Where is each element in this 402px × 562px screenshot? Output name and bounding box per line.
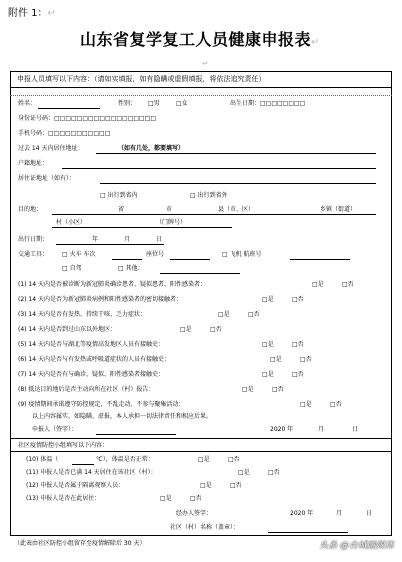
handler-day: 日 xyxy=(366,510,373,517)
train-number-field[interactable] xyxy=(112,259,142,260)
promise-statement: 以上内容属实，如隐瞒、虚报，本人承担一切法律责任和相应后果。 xyxy=(32,413,213,420)
applicant-sign-label: 申报人（签字）： xyxy=(32,426,78,433)
temperature-field[interactable] xyxy=(72,464,94,465)
city-unit: 市 xyxy=(166,206,173,213)
village-field[interactable] xyxy=(52,227,232,228)
destination-field[interactable] xyxy=(52,214,376,215)
watermark: 头条 @台城融媒体 xyxy=(319,541,394,551)
section2-header: 社区疫情防控小组填写以下内容： xyxy=(18,442,109,449)
village-unit: 村（小区） xyxy=(56,219,87,226)
question-3: (3) 14 天内是否有发热、持续干咳、乏力症状： xyxy=(18,311,146,318)
household-address-label: 户籍地址： xyxy=(18,160,49,167)
q8-no-checkbox[interactable]: □否 xyxy=(272,386,284,393)
handler-year: 2020 年 xyxy=(290,510,314,517)
gender-female-checkbox[interactable]: □女 xyxy=(176,100,188,107)
gender-label: 性别： xyxy=(118,100,137,107)
destination-label: 目的地： xyxy=(18,206,43,213)
q2-no-checkbox[interactable]: □否 xyxy=(292,296,304,303)
handler-month: 月 xyxy=(336,510,343,517)
county-unit: 县（市、区） xyxy=(218,206,255,213)
community-stamp-label: 社区（村）名称（盖章）： xyxy=(170,524,240,531)
q11-yes-checkbox[interactable]: □是 xyxy=(238,469,250,476)
day-unit: 日 xyxy=(156,236,163,243)
transport-label: 交通工具： xyxy=(18,251,49,258)
attachment-label: 附件 1：↵ xyxy=(8,8,56,19)
self-drive-checkbox[interactable]: □ 自驾 xyxy=(62,265,82,272)
gender-male-checkbox[interactable]: □男 xyxy=(148,100,160,107)
residence-permit-label: 居住证地址（如有）： xyxy=(18,175,76,182)
other-transport-field[interactable] xyxy=(160,273,240,274)
q6-yes-checkbox[interactable]: □是 xyxy=(270,356,282,363)
q9-no-checkbox[interactable]: □否 xyxy=(330,401,342,408)
other-checkbox[interactable]: □ 其他： xyxy=(118,265,144,272)
q9-yes-checkbox[interactable]: □是 xyxy=(300,401,312,408)
q3-yes-checkbox[interactable]: □是 xyxy=(218,311,230,318)
question-10-tail: ℃），体温是否正常： xyxy=(96,456,154,463)
question-8: (8) 抵达目的地后是否主动向所在社区（村）报告： xyxy=(18,386,155,393)
question-7: (7) 14 天内是否有与确诊、疑似、阳性感染者接触史： xyxy=(18,371,164,378)
township-unit: 乡镇（街道） xyxy=(320,206,357,213)
paragraph-mark: ↵ xyxy=(311,37,320,48)
in-province-checkbox[interactable]: □ 出行到省内 xyxy=(100,192,138,199)
q6-no-checkbox[interactable]: □否 xyxy=(300,356,312,363)
plane-checkbox[interactable]: □ 飞机 航班号 xyxy=(222,251,262,258)
seat-label: 座位号 xyxy=(146,251,165,258)
q3-no-checkbox[interactable]: □否 xyxy=(248,311,260,318)
q1-yes-checkbox[interactable]: □是 xyxy=(312,281,324,288)
q11-no-checkbox[interactable]: □否 xyxy=(268,469,280,476)
house-number-unit: （门牌号） xyxy=(156,219,187,226)
divider xyxy=(10,87,392,88)
name-label: 姓名： xyxy=(18,100,37,107)
travel-date-label: 出行日期： xyxy=(18,236,49,243)
question-4: (4) 14 天内是否到过山东以外地区： xyxy=(18,326,116,333)
applicant-year: 2020 年 xyxy=(270,426,294,433)
question-13: (13) 申报人是否在此居住： xyxy=(26,495,101,502)
handler-sign-label: 经办人签字： xyxy=(176,510,213,517)
question-11: (11) 申报人是否已满 14 天居住在该社区（村）： xyxy=(26,469,157,476)
q8-yes-checkbox[interactable]: □是 xyxy=(242,386,254,393)
household-address-field[interactable] xyxy=(62,168,376,169)
question-5: (5) 14 天内是否与湖北等疫情高发地区人员有接触史： xyxy=(18,341,164,348)
q12-yes-checkbox[interactable]: □是 xyxy=(200,482,212,489)
flight-field[interactable] xyxy=(290,259,350,260)
q7-no-checkbox[interactable]: □否 xyxy=(292,371,304,378)
paragraph-mark: ↵ xyxy=(47,8,56,19)
applicant-day: 日 xyxy=(352,426,359,433)
out-province-checkbox[interactable]: □ 出行到省外 xyxy=(190,192,228,199)
q7-yes-checkbox[interactable]: □是 xyxy=(262,371,274,378)
divider xyxy=(10,451,392,452)
q5-no-checkbox[interactable]: □否 xyxy=(292,341,304,348)
divider xyxy=(10,438,392,439)
applicant-sign-field[interactable] xyxy=(96,434,176,435)
q13-yes-checkbox[interactable]: □是 xyxy=(160,495,172,502)
birth-date-field[interactable]: 出生日期：□□□□□□□□ xyxy=(230,100,306,107)
q13-no-checkbox[interactable]: □否 xyxy=(190,495,202,502)
month-unit: 月 xyxy=(124,236,131,243)
page-title: 山东省复学复工人员健康申报表↵ xyxy=(80,30,320,49)
residence-permit-field[interactable] xyxy=(100,183,376,184)
q4-no-checkbox[interactable]: □否 xyxy=(210,326,222,333)
seat-field[interactable] xyxy=(170,259,210,260)
question-1: (1) 14 天内是否被诊断为新冠肺炎确诊患者、疑似患者、阳性感染者： xyxy=(18,281,206,288)
id-card-field[interactable]: 身份证号码：□□□□□□□□□□□□□□□□□□ xyxy=(18,115,157,122)
recent-address-field[interactable] xyxy=(96,153,376,154)
applicant-month: 月 xyxy=(318,426,325,433)
paragraph-mark: ↵ xyxy=(202,59,209,68)
divider xyxy=(10,95,392,96)
question-6: (6) 14 天内是否与有发热或呼吸道症状的人员有接触史： xyxy=(18,356,170,363)
recent-address-label: 过去 14 天内居住地址： xyxy=(18,145,84,152)
q2-yes-checkbox[interactable]: □是 xyxy=(262,296,274,303)
q1-no-checkbox[interactable]: □否 xyxy=(342,281,354,288)
section1-header: 申报人员填写以下内容：（请如实填报，如有隐瞒或虚假填报，将依法追究责任） xyxy=(17,75,266,83)
year-unit: 年 xyxy=(92,236,99,243)
phone-field[interactable]: 手机号码：□□□□□□□□□□□ xyxy=(18,130,111,137)
train-checkbox[interactable]: □ 火车 车次 xyxy=(62,251,96,258)
province-unit: 省 xyxy=(118,206,125,213)
question-9: (9) 疫情期间承诺遵守防控规定，不乱走动、不参与聚集活动： xyxy=(18,401,185,408)
q5-yes-checkbox[interactable]: □是 xyxy=(262,341,274,348)
question-12: (12) 申报人是否属于隔离观察人员： xyxy=(26,482,125,489)
recent-address-hint: （如有几处，都要填写） xyxy=(118,145,185,152)
travel-date-field[interactable] xyxy=(56,244,164,245)
q10-no-checkbox[interactable]: □否 xyxy=(228,456,240,463)
q4-yes-checkbox[interactable]: □是 xyxy=(180,326,192,333)
community-stamp-field[interactable] xyxy=(268,532,348,533)
footer-note: （此表由社区防控小组留存至疫情解除后 30 天） xyxy=(14,540,146,547)
q12-no-checkbox[interactable]: □否 xyxy=(230,482,242,489)
question-2: (2) 14 天内是否为新冠肺炎病例和阳性感染者的密切接触者： xyxy=(18,296,182,303)
question-10: (10) 体温（ xyxy=(26,456,59,463)
q10-yes-checkbox[interactable]: □是 xyxy=(198,456,210,463)
name-field[interactable] xyxy=(38,108,100,109)
